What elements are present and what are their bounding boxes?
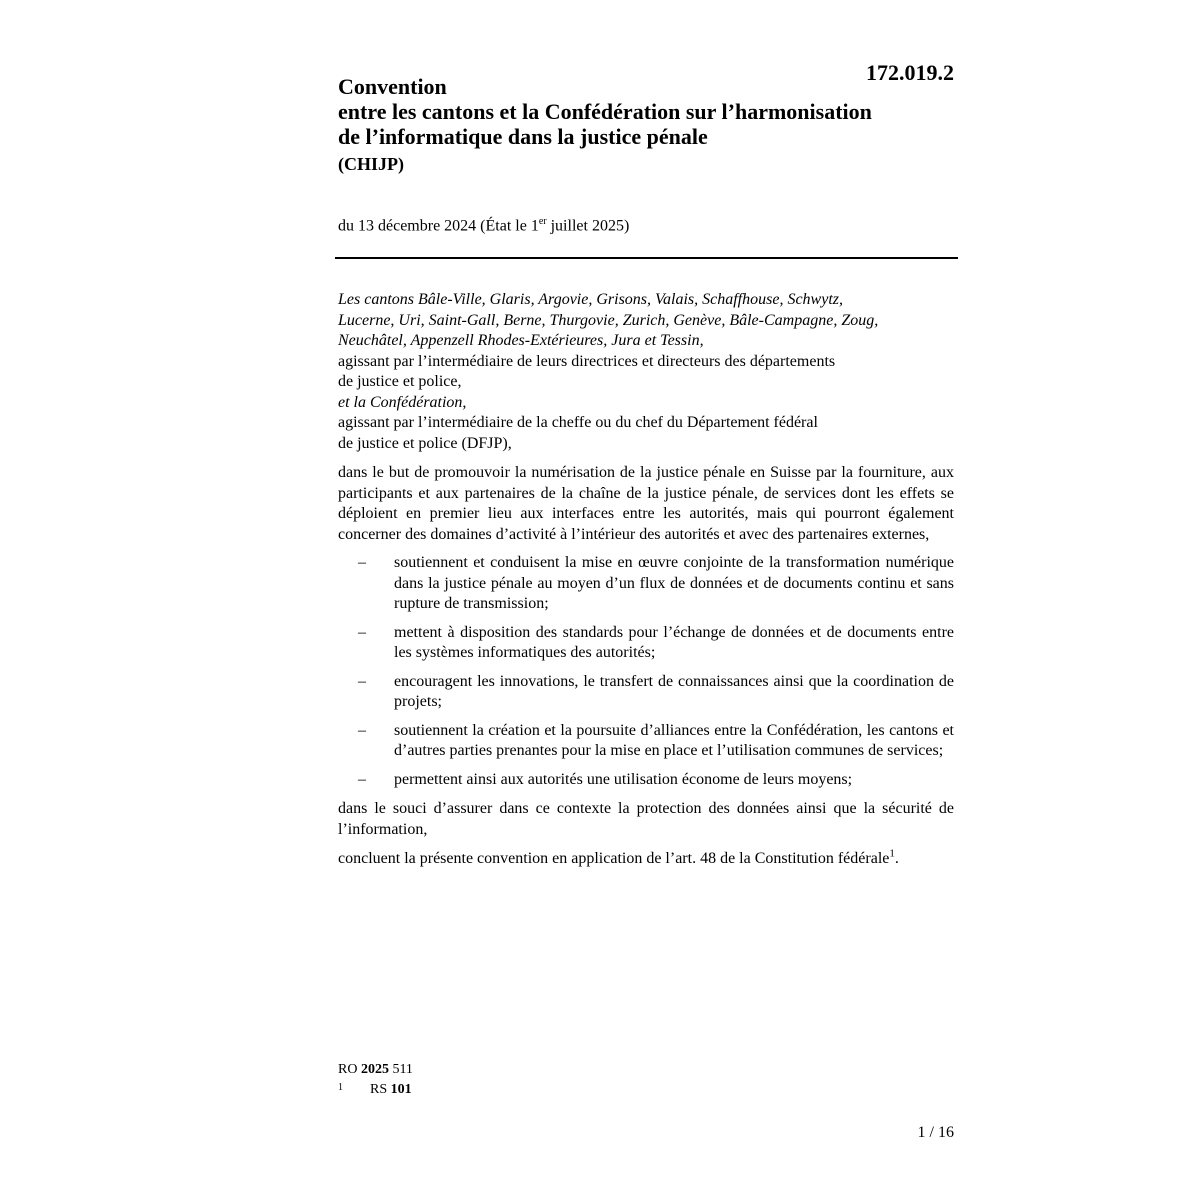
footnote-reference[interactable]: 1 [889,847,895,860]
date-line [338,216,629,235]
footnotes [338,1060,413,1100]
preamble [338,290,954,870]
list-item-text: soutiennent et conduisent la mise en œuvre conjointe de la transformation numérique dans la justice pénale au moyen d’un flux de données et de documents continu et sans rupture de transmission; [394,554,954,612]
cantons-agents-line: agissant par l’intermédiaire de leurs directrices et directeurs des départements [338,352,836,370]
footnote-1 [338,1080,413,1100]
confederation-agents-line: de justice et police (DFJP), [338,434,512,452]
dash-marker: – [358,672,366,690]
list-item [338,623,954,664]
title-line: entre les cantons et la Confédération sur l’harmonisation [338,99,872,124]
dash-marker: – [358,721,366,739]
list-item-text: encouragent les innovations, le transfert de connaissances ainsi que la coordination de projets; [394,672,954,710]
cantons-line: Les cantons Bâle-Ville, Glaris, Argovie, Grisons, Valais, Schaffhouse, Schwytz, [338,291,843,308]
purpose-paragraph: dans le but de promouvoir la numérisation de la justice pénale en Suisse par la fourniture, aux participants et aux partenaires de la chaîne de la justice pénale, de services dont les effets se déploient en premier lieu aux interfaces entre les autorités, mais qui pourront également concerner des domaines d’activité à l’intérieur des autorités et avec des partenaires externes, [338,464,954,543]
list-item [338,770,954,791]
footnote-number: 1 [338,1082,343,1093]
data-protection-paragraph: dans le souci d’assurer dans ce contexte la protection des données ainsi que la sécurité de l’information, [338,800,954,838]
dash-marker: – [358,770,366,788]
page-number: 1 / 16 [917,1124,954,1141]
ro-prefix: RO [338,1062,361,1077]
objectives-list [338,553,954,790]
dash-marker: – [358,554,366,571]
date-superscript: er [538,216,547,227]
title-block [338,74,958,175]
list-item-text: mettent à disposition des standards pour l’échange de données et de documents entre les systèmes informatiques des autorités; [394,623,954,661]
conclusion-end: . [894,850,899,867]
confederation-line: et la Confédération, [338,393,467,411]
sr-number: 172.019.2 [866,60,954,85]
list-item [338,672,954,713]
date-suffix: juillet 2025) [546,217,630,235]
dash-marker: – [358,623,366,641]
ro-reference [338,1060,413,1080]
title-abbreviation: (CHIJP) [338,154,404,174]
title-line: de l’informatique dans la justice pénale [338,124,708,149]
list-item [338,553,954,615]
rs-number: 101 [390,1082,412,1097]
rs-prefix: RS [370,1082,391,1097]
date-prefix: du 13 décembre 2024 (État le 1 [338,217,539,235]
list-item-text: soutiennent la création et la poursuite d’alliances entre la Confédération, les cantons et d’autres parties prenantes pour la mise en place et l’utilisation communes de services; [394,721,954,759]
conclusion-text: concluent la présente convention en application de l’art. 48 de la Constitution fédérale [338,850,890,867]
cantons-agents-line: de justice et police, [338,373,462,390]
header-rule [335,257,958,259]
cantons-line: Neuchâtel, Appenzell Rhodes-Extérieures, Jura et Tessin, [338,332,704,349]
cantons-line: Lucerne, Uri, Saint-Gall, Berne, Thurgovie, Zurich, Genève, Bâle-Campagne, Zoug, [338,311,879,329]
list-item-text: permettent ainsi aux autorités une utilisation économe de leurs moyens; [394,770,853,788]
ro-page: 511 [388,1062,413,1077]
list-item [338,721,954,762]
conclusion-paragraph [338,849,954,870]
confederation-agents-line: agissant par l’intermédiaire de la cheffe ou du chef du Département fédéral [338,414,818,431]
title-line: Convention [338,74,447,99]
ro-year: 2025 [360,1062,389,1077]
